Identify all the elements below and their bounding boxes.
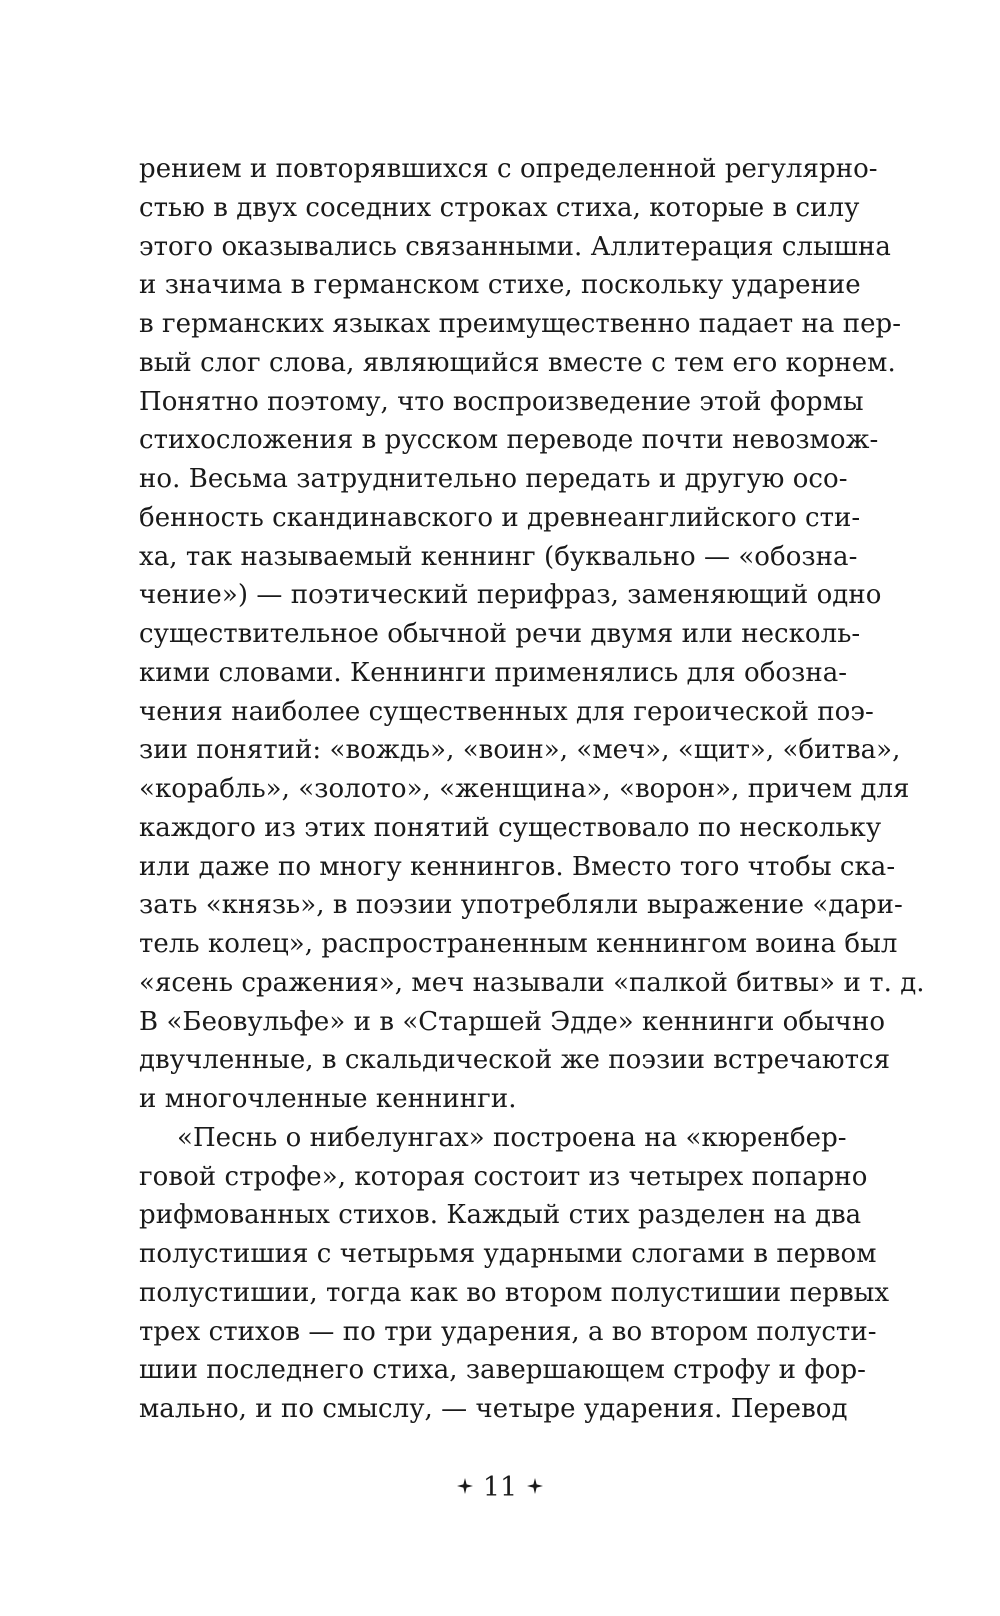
- text-line: Понятно поэтому, что воспроизведение этой формы: [139, 386, 864, 417]
- four-point-star-icon: [457, 1478, 473, 1494]
- text-line: рифмованных стихов. Каждый стих разделен на два: [139, 1200, 862, 1231]
- text-line: трех стихов — по три ударения, а во втором полусти-: [139, 1316, 877, 1347]
- text-line: кими словами. Кеннинги применялись для обозна-: [139, 657, 848, 688]
- text-line: бенность скандинавского и древнеанглийского сти-: [139, 502, 861, 533]
- text-line: существительное обычной речи двумя или несколь-: [139, 619, 861, 649]
- text-line: В «Беовульфе» и в «Старшей Эдде» кеннинги обычно: [139, 1006, 886, 1037]
- text-line: полустишия с четырьмя ударными слогами в первом: [139, 1239, 877, 1269]
- text-line: и значима в германском стихе, поскольку ударение: [139, 270, 861, 301]
- page-body: [139, 150, 925, 1429]
- text-line: каждого из этих понятий существовало по нескольку: [139, 812, 882, 843]
- text-line: полустишии, тогда как во втором полустишии первых: [139, 1277, 890, 1308]
- text-line: тель колец», распространенным кеннингом воина был: [139, 929, 898, 959]
- text-line: зать «князь», в поэзии употребляли выражение «дари-: [139, 890, 903, 921]
- text-line: говой строфе», которая состоит из четырех попарно: [139, 1161, 868, 1192]
- text-line: стихосложения в русском переводе почти невозмож-: [139, 425, 879, 456]
- text-line: в германских языках преимущественно падает на пер-: [139, 309, 902, 339]
- text-line: стью в двух соседних строках стиха, которые в силу: [139, 192, 860, 223]
- text-line: или даже по многу кеннингов. Вместо того чтобы ска-: [139, 851, 896, 882]
- text-line: ха, так называемый кеннинг (буквально — «обозна-: [139, 541, 858, 572]
- text-line: но. Весьма затруднительно передать и другую осо-: [139, 464, 848, 494]
- text-line: чения наиболее существенных для героической поэ-: [139, 696, 874, 727]
- text-line: рением и повторявшихся с определенной регулярно-: [139, 154, 878, 184]
- page-footer: [0, 1468, 1000, 1508]
- text-line: «корабль», «золото», «женщина», «ворон», причем для: [139, 774, 910, 804]
- text-line: этого оказывались связанными. Аллитерация слышна: [139, 231, 891, 262]
- text-line: шии последнего стиха, завершающем строфу и фор-: [139, 1355, 867, 1386]
- text-line-paragraph-start: «Песнь о нибелунгах» построена на «кюренбер-: [177, 1122, 847, 1153]
- four-point-star-icon: [527, 1478, 543, 1494]
- text-line: вый слог слова, являющийся вместе с тем его корнем.: [139, 347, 896, 378]
- text-line: чение») — поэтический перифраз, заменяющий одно: [139, 580, 882, 611]
- text-line: зии понятий: «вождь», «воин», «меч», «щит», «битва»,: [139, 735, 901, 766]
- page-number: 11: [482, 1472, 518, 1503]
- text-line-paragraph-end: и многочленные кеннинги.: [139, 1084, 517, 1114]
- text-line: «ясень сражения», меч называли «палкой битвы» и т. д.: [139, 967, 925, 998]
- text-line: двучленные, в скальдической же поэзии встречаются: [139, 1045, 891, 1076]
- text-line: мально, и по смыслу, — четыре ударения. Перевод: [139, 1394, 848, 1424]
